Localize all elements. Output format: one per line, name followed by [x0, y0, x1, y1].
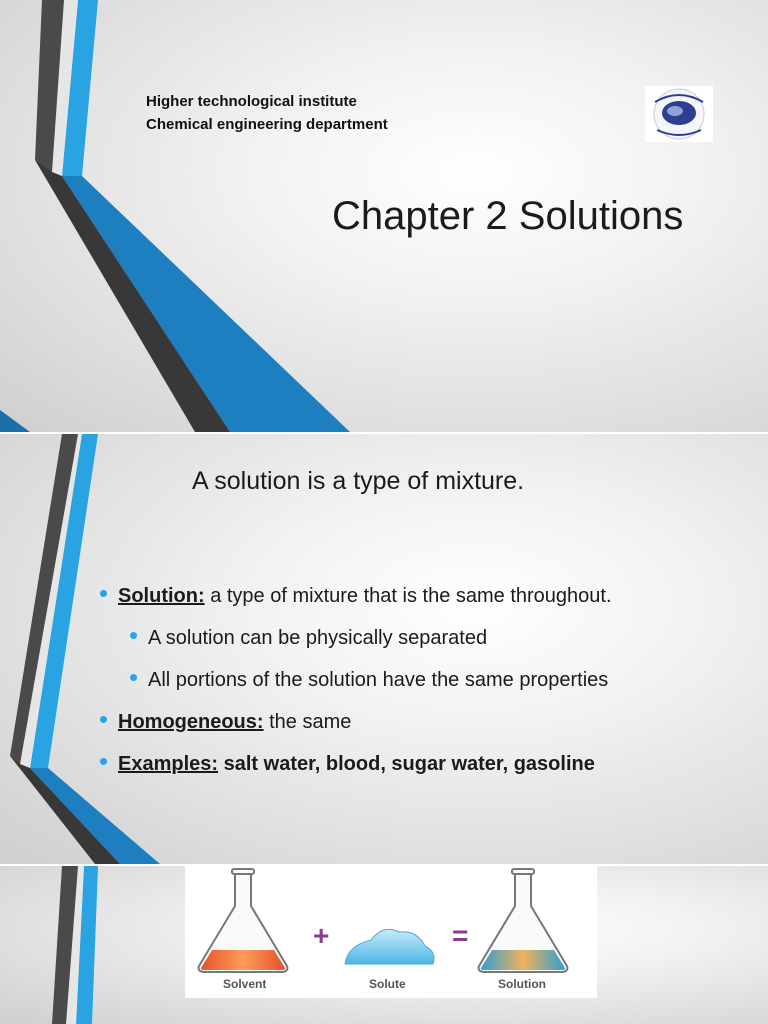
bullet-dot-icon — [130, 674, 137, 681]
bullet-list — [100, 582, 612, 792]
solution-flask-icon — [479, 869, 568, 972]
bullet-text: All portions of the solution have the same properties — [148, 669, 609, 691]
bullet-term: Solution: — [118, 585, 205, 607]
equals-operator: = — [452, 920, 469, 951]
bullet-dot-icon — [100, 758, 107, 765]
solvent-flask-icon — [199, 869, 288, 972]
chapter-title: Chapter 2 Solutions — [332, 194, 684, 238]
bullet-dot-icon — [100, 716, 107, 723]
slide-title: A solution is a type of mixture. — [192, 467, 525, 495]
institute-info — [146, 90, 388, 136]
bullet-text: salt water, blood, sugar water, gasoline — [218, 753, 595, 775]
bullet-text: A solution can be physically separated — [148, 627, 488, 649]
bullet-dot-icon — [100, 590, 107, 597]
bullet-examples — [100, 750, 612, 792]
bullet-text: the same — [263, 711, 352, 733]
sub-bullet-separated — [130, 624, 612, 666]
bullet-homogeneous — [100, 708, 612, 750]
solution-label: Solution — [498, 977, 546, 991]
institute-logo-icon — [645, 86, 713, 142]
solute-pile-icon — [345, 929, 434, 964]
sub-bullet-properties — [130, 666, 612, 708]
bullet-term: Homogeneous: — [118, 711, 264, 733]
content-slide — [0, 434, 768, 864]
bullet-dot-icon — [130, 632, 137, 639]
plus-operator: + — [313, 920, 330, 951]
solute-label: Solute — [369, 977, 406, 991]
solvent-label: Solvent — [223, 977, 267, 991]
solution-diagram — [185, 866, 597, 998]
institute-name: Higher technological institute — [146, 93, 357, 110]
bullet-text: a type of mixture that is the same throughout. — [204, 585, 612, 607]
diagram-slide — [0, 866, 768, 1024]
title-slide — [0, 0, 768, 432]
department-name: Chemical engineering department — [146, 116, 388, 133]
bullet-term: Examples: — [118, 753, 219, 775]
bullet-solution — [100, 582, 612, 624]
